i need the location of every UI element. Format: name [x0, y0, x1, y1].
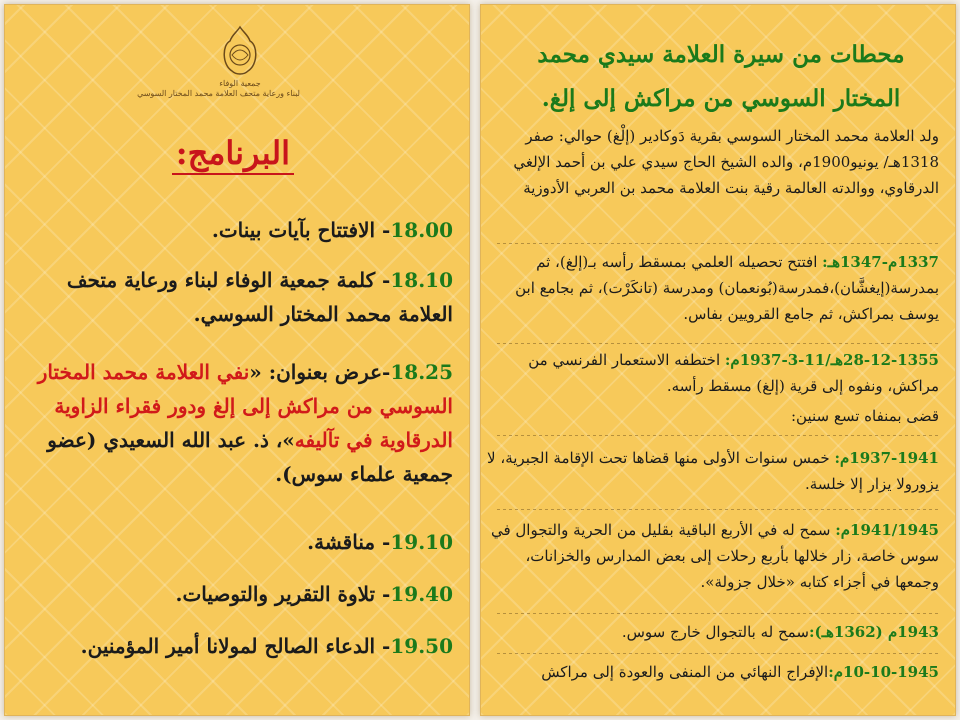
logo-emblem-icon — [218, 25, 262, 79]
bio-date: 1937-1941م: — [834, 449, 939, 467]
bio-entry — [487, 347, 939, 399]
program-item — [13, 577, 453, 611]
program-time: 18.25 — [390, 360, 453, 384]
divider — [497, 613, 941, 614]
logo-line-2: لبناء ورعاية متحف العلامة محمد المختار السوسي — [137, 89, 300, 98]
program-item — [13, 263, 453, 331]
bio-entry — [487, 403, 939, 429]
bio-entry — [487, 123, 939, 201]
program-text: - الدعاء الصالح لمولانا أمير المؤمنين. — [80, 634, 391, 658]
heading-line-1: محطات من سيرة العلامة سيدي محمد — [537, 41, 905, 68]
bio-entry — [487, 659, 939, 685]
bio-date: 10-10-1945م: — [828, 663, 939, 681]
program-item — [13, 213, 453, 247]
program-text: -عرض بعنوان: « — [249, 360, 391, 384]
biography-panel — [480, 4, 956, 716]
bio-entry — [487, 249, 939, 327]
association-logo — [137, 25, 300, 115]
bio-date: 1941/1945م: — [835, 521, 939, 539]
divider — [497, 435, 941, 436]
program-time: 18.00 — [390, 218, 453, 242]
program-text: - كلمة جمعية الوفاء لبناء ورعاية متحف العلامة محمد المختار السوسي. — [66, 268, 453, 326]
program-title: البرنامج: — [172, 133, 294, 175]
program-time: 19.10 — [390, 530, 453, 554]
bio-date: 28-12-1355هـ/11-3-1937م: — [724, 351, 939, 369]
divider — [497, 343, 941, 344]
bio-text: خمس سنوات الأولى منها قضاها تحت الإقامة الجبرية، لا يزورولا يزار إلا خلسة. — [487, 449, 939, 493]
bio-text: سمح له بالتجوال خارج سوس. — [621, 623, 809, 641]
program-text: »، ذ. عبد الله السعيدي (عضو جمعية علماء سوس). — [47, 428, 453, 486]
logo-line-1: جمعية الوفاء — [219, 79, 261, 88]
bio-text: الإفراج النهائي من المنفى والعودة إلى مراكش — [541, 663, 829, 681]
program-text: - تلاوة التقرير والتوصيات. — [175, 582, 391, 606]
biography-heading — [511, 33, 931, 121]
bio-text: قضى بمنفاه تسع سنين: — [790, 407, 939, 425]
program-time: 19.50 — [390, 634, 453, 658]
heading-line-2: المختار السوسي من مراكش إلى إلغ. — [541, 85, 901, 112]
program-item — [13, 629, 453, 663]
bio-entry — [487, 445, 939, 497]
bio-text: ولد العلامة محمد المختار السوسي بقرية دَوكادير (إلْغ) حوالي: صفر 1318هـ/ يونيو1900م، والده الشيخ الحاج سيدي علي بن أحمد الإلغي الدرقاوي، ووالدته العالمة رقية بنت العلامة محمد بن العربي الأدوزية — [513, 127, 939, 197]
bio-text: افتتح تحصيله العلمي بمسقط رأسه بـ(إلغ)، ثم بمدرسة(إيغشَّان)،فمدرسة(بُونعمان) ومدرسة (تانكَرْت)، ثم بجامع ابن يوسف بمراكش، ثم جامع القرويين بفاس. — [515, 253, 939, 323]
divider — [497, 653, 941, 654]
program-text: - مناقشة. — [307, 530, 391, 554]
bio-entry — [487, 619, 939, 645]
lecture-title: نفي العلامة محمد المختار السوسي من مراكش إلى إلغ ودور فقراء الزاوية الدرقاوية في تآليفه — [37, 360, 453, 452]
program-text: - الافتتاح بآيات بينات. — [211, 218, 391, 242]
program-item — [13, 525, 453, 559]
program-time: 19.40 — [390, 582, 453, 606]
program-item — [13, 355, 453, 491]
bio-date: 1337م-1347هـ: — [822, 253, 939, 271]
bio-date: 1943م (1362هـ): — [808, 623, 939, 641]
bio-entry — [487, 517, 939, 595]
divider — [497, 509, 941, 510]
program-panel — [4, 4, 470, 716]
program-time: 18.10 — [390, 268, 453, 292]
divider — [497, 243, 941, 244]
bio-text: اختطفه الاستعمار الفرنسي من مراكش، ونفوه إلى قرية (إلغ) مسقط رأسه. — [528, 351, 939, 395]
bio-text: سمح له في الأربع الباقية بقليل من الحرية والتجوال في سوس خاصة، زار خلالها بأربع رحلات إلى بعض المدارس والخزانات، وجمعها في أجزاء كتابه «خلال جزولة». — [490, 521, 939, 591]
